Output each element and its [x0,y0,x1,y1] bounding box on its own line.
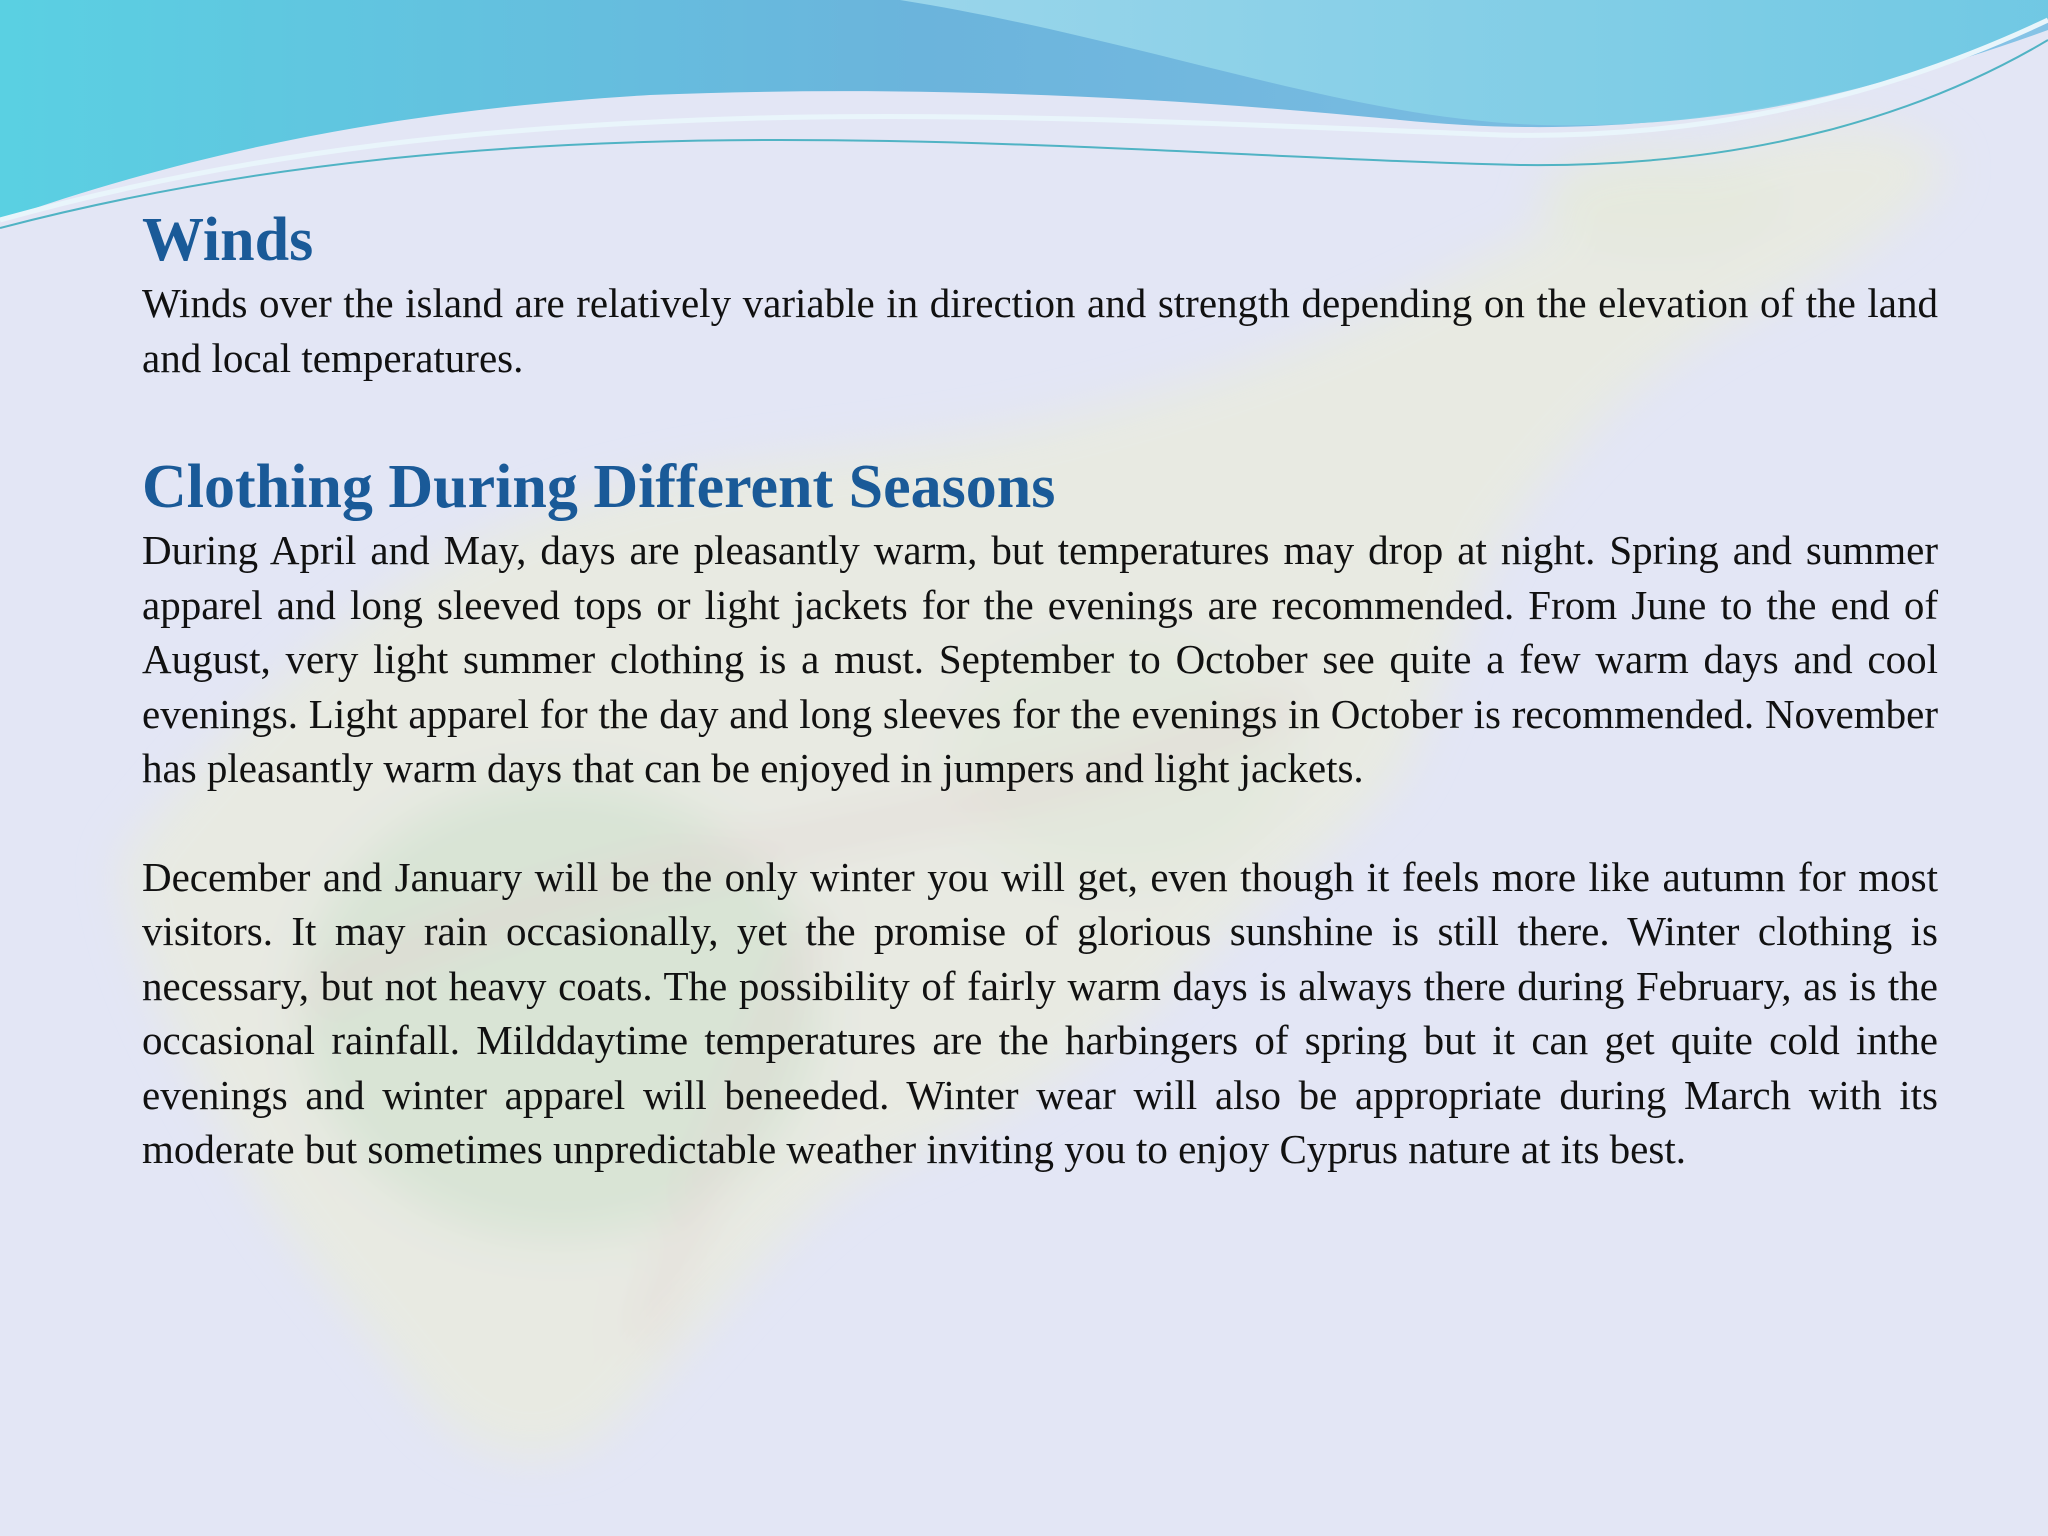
winds-paragraph: Winds over the island are relatively variable in direction and strength depending on the elevation of the land and local temperatures. [142,280,1938,381]
section-spacer [142,385,1938,451]
paragraph-spacer [142,796,1938,850]
winds-heading: Winds [142,206,314,274]
clothing-paragraph-winter: December and January will be the only winter you will get, even though it feels more like autumn for most visitors. It may rain occasionally, yet the promise of glorious sunshine is still there. Winter clothing is necessary, but not heavy coats. The possibility of fairly warm days is always there during February, as is the occasional rainfall. Milddaytime temperatures are the harbingers of spring but it can get quite cold inthe evenings and winter apparel will beneeded. Winter wear will also be appropriate during March with its moderate but sometimes unpredictable weather inviting you to enjoy Cyprus nature at its best. [142,853,1938,1172]
clothing-paragraph-spring-autumn: During April and May, days are pleasantly warm, but temperatures may drop at night. Spring and summer apparel and long sleeved tops or light jackets for the evenings are recommended. From June to the end of August, very light summer clothing is a must. September to October see quite a few warm days and cool evenings. Light apparel for the day and long sleeves for the evenings in October is recommended. November has pleasantly warm days that can be enjoyed in jumpers and light jackets. [142,527,1938,791]
clothing-heading: Clothing During Different Seasons [142,453,1056,521]
slide-content [142,204,1938,1177]
